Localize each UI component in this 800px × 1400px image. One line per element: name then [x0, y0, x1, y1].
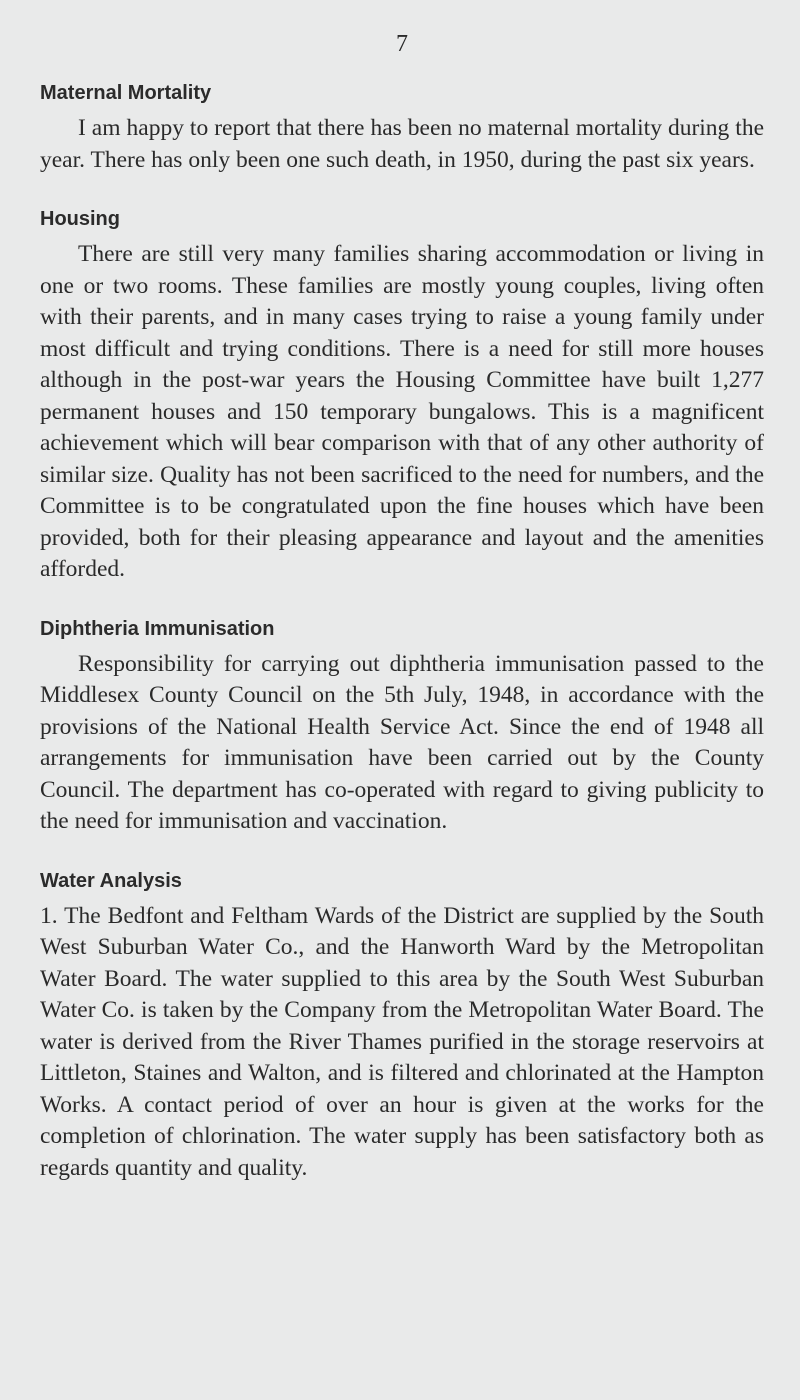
- section-paragraph: I am happy to report that there has been no maternal mortality during the year. There has only been one such death, in 1950, during the past six years.: [40, 115, 764, 173]
- section-diphtheria-immunisation: [40, 616, 764, 838]
- section-heading: Diphtheria Immunisation: [40, 617, 275, 640]
- section-paragraph: Responsibility for carrying out diphtheria immunisation passed to the Middlesex County Council on the 5th July, 1948, in accordance with the provisions of the National Health Service Act. Since the end of 1948 all arrangements for immunisation have been carried out by the County Council. The department has co-operated with regard to giving publicity to the need for immunisation and vaccination.: [40, 650, 764, 834]
- section-paragraph: 1. The Bedfont and Feltham Wards of the District are supplied by the South West Suburban Water Co., and the Hanworth Ward by the Metropolitan Water Board. The water supplied to this area by the South West Suburban Water Co. is taken by the Company from the Metropolitan Water Board. The water is derived from the River Thames purified in the storage reservoirs at Littleton, Staines and Walton, and is filtered and chlorinated at the Hampton Works. A contact period of over an hour is given at the works for the completion of chlorination. The water supply has been satisfactory both as regards quantity and quality.: [40, 902, 764, 1181]
- section-heading: Maternal Mortality: [40, 82, 212, 104]
- section-water-analysis: [40, 868, 764, 1185]
- section-housing: [40, 206, 764, 586]
- page-number: 7: [396, 31, 408, 57]
- section-maternal-mortality: [40, 80, 764, 176]
- section-paragraph: There are still very many families sharing accommodation or living in one or two rooms. These families are mostly young couples, living often with their parents, and in many cases trying to raise a young family under most difficult and trying conditions. There is a need for still more houses although in the post-war years the Housing Committee have built 1,277 permanent houses and 150 temporary bungalows. This is a magnificent achievement which will bear comparison with that of any other authority of similar size. Quality has not been sacrificed to the need for numbers, and the Committee is to be congratulated upon the fine houses which have been provided, both for their pleasing appearance and layout and the amenities afforded.: [40, 241, 764, 582]
- section-heading: Water Analysis: [40, 869, 182, 892]
- section-heading: Housing: [40, 208, 120, 230]
